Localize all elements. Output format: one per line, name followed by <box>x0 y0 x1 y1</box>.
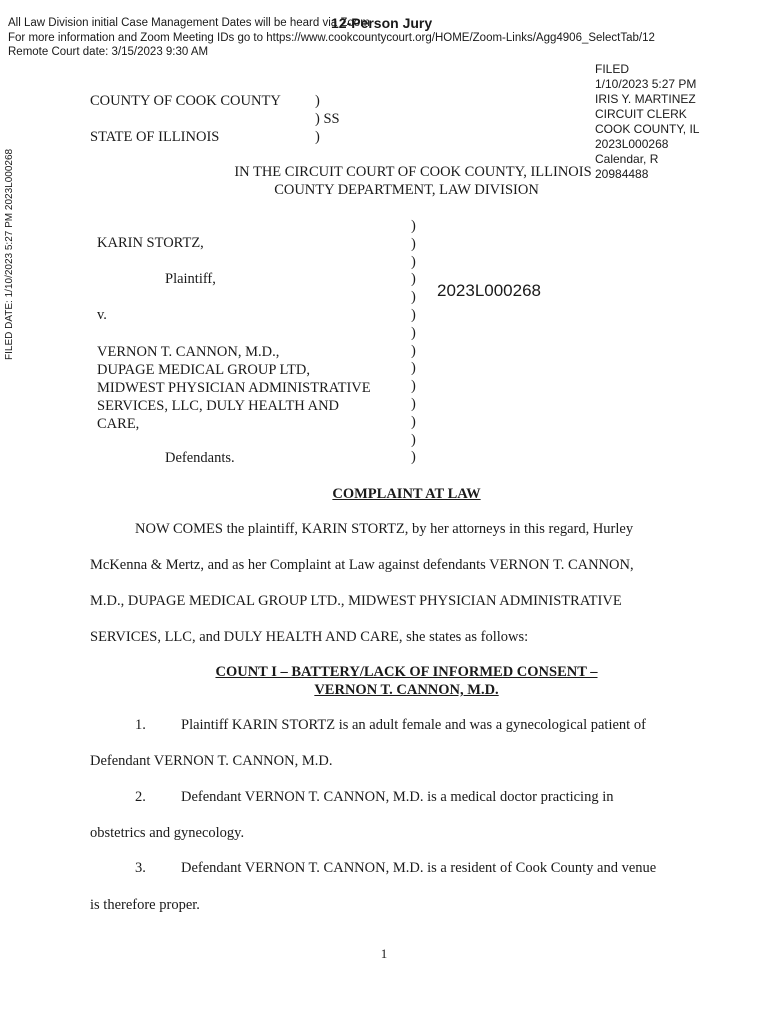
banner-line-2: For more information and Zoom Meeting IDs go to https://www.cookcountycourt.org/HOME/Zoom-Links/Agg4906_SelectTab/12 <box>8 31 655 44</box>
caption-paren: ) <box>411 289 416 306</box>
defendant-line: SERVICES, LLC, DULY HEALTH AND <box>97 398 340 414</box>
paragraph-continuation: is therefore proper. <box>90 897 200 913</box>
caption-paren: ) <box>411 324 416 341</box>
caption-paren: ) <box>411 306 416 323</box>
caption-paren: ) <box>411 413 416 430</box>
paragraph-number: 3. <box>135 860 146 876</box>
stamp-line: 2023L000268 <box>595 137 669 151</box>
court-name: IN THE CIRCUIT COURT OF COOK COUNTY, ILLINOIS <box>234 164 592 180</box>
paragraph-number: 2. <box>135 789 146 805</box>
caption-paren: ) <box>411 431 416 448</box>
caption-paren-column <box>411 218 416 467</box>
stamp-line: FILED <box>595 62 630 76</box>
stamp-line: COOK COUNTY, IL <box>595 122 700 136</box>
complaint-title: COMPLAINT AT LAW <box>332 486 481 502</box>
caption-paren: ) <box>315 129 320 145</box>
count-title: COUNT I – BATTERY/LACK OF INFORMED CONSENT – <box>215 664 598 680</box>
caption-paren: ) <box>411 253 416 270</box>
intro-line: NOW COMES the plaintiff, KARIN STORTZ, by her attorneys in this regard, Hurley <box>135 521 634 537</box>
caption-paren: ) <box>411 360 416 377</box>
stamp-line: Calendar, R <box>595 152 659 166</box>
caption-paren: ) <box>411 218 416 234</box>
caption-paren: ) <box>411 235 416 252</box>
paragraph-text: Plaintiff KARIN STORTZ is an adult female and was a gynecological patient of <box>181 717 646 733</box>
caption-state: STATE OF ILLINOIS <box>90 129 220 145</box>
plaintiff-name: KARIN STORTZ, <box>97 235 204 251</box>
page-number: 1 <box>380 946 388 961</box>
paragraph-continuation: obstetrics and gynecology. <box>90 825 245 841</box>
versus-label: v. <box>97 307 107 323</box>
intro-line: SERVICES, LLC, and DULY HEALTH AND CARE, she states as follows: <box>90 629 529 645</box>
defendant-names <box>97 343 371 433</box>
caption-paren: ) <box>411 342 416 359</box>
defendant-line: MIDWEST PHYSICIAN ADMINISTRATIVE <box>97 380 371 396</box>
defendant-line: VERNON T. CANNON, M.D., <box>97 344 280 360</box>
caption-ss: ) SS <box>315 111 340 127</box>
stamp-line: CIRCUIT CLERK <box>595 107 687 121</box>
paragraph-continuation: Defendant VERNON T. CANNON, M.D. <box>90 753 333 769</box>
caption-county: COUNTY OF COOK COUNTY <box>90 93 281 109</box>
caption-paren: ) <box>411 271 416 288</box>
stamp-line: 20984488 <box>595 167 649 181</box>
court-division: COUNTY DEPARTMENT, LAW DIVISION <box>274 182 539 198</box>
stamp-line: 1/10/2023 5:27 PM <box>595 77 697 91</box>
defendant-line: CARE, <box>97 416 140 432</box>
banner-line-1: All Law Division initial Case Management Dates will be heard via Zoom <box>8 17 370 29</box>
caption-paren: ) <box>411 449 416 466</box>
paragraph-text: Defendant VERNON T. CANNON, M.D. is a resident of Cook County and venue <box>181 860 657 876</box>
side-filed-stamp: FILED DATE: 1/10/2023 5:27 PM 2023L000268 <box>4 148 15 360</box>
paragraph-number: 1. <box>135 717 146 733</box>
count-subtitle: VERNON T. CANNON, M.D. <box>314 682 499 698</box>
caption-paren: ) <box>315 93 320 109</box>
caption-paren: ) <box>411 395 416 412</box>
defendants-role: Defendants. <box>165 450 235 466</box>
case-number: 2023L000268 <box>437 281 542 300</box>
paragraph-text: Defendant VERNON T. CANNON, M.D. is a medical doctor practicing in <box>181 789 614 805</box>
stamp-line: IRIS Y. MARTINEZ <box>595 92 696 106</box>
intro-line: McKenna & Mertz, and as her Complaint at Law against defendants VERNON T. CANNON, <box>90 557 634 573</box>
jury-label: 12-Person Jury <box>331 15 433 31</box>
intro-line: M.D., DUPAGE MEDICAL GROUP LTD., MIDWEST PHYSICIAN ADMINISTRATIVE <box>90 593 622 609</box>
defendant-line: DUPAGE MEDICAL GROUP LTD, <box>97 362 310 378</box>
caption-paren: ) <box>411 378 416 395</box>
banner-line-3: Remote Court date: 3/15/2023 9:30 AM <box>8 46 209 58</box>
plaintiff-role: Plaintiff, <box>165 271 216 287</box>
